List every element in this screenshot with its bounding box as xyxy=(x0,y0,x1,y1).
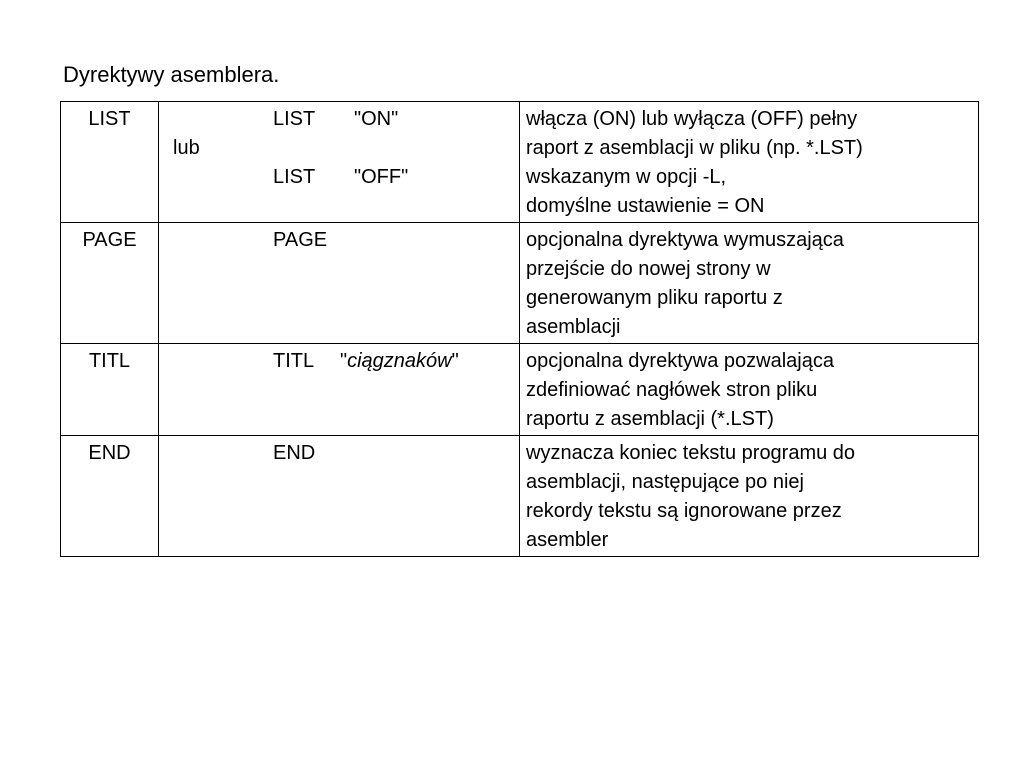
syntax-keyword: LIST xyxy=(273,166,316,188)
directive-description xyxy=(520,102,979,223)
table-row xyxy=(61,436,979,557)
description-line: rekordy tekstu są ignorowane przez xyxy=(526,500,842,522)
description-line: zdefiniować nagłówek stron pliku xyxy=(526,379,818,401)
directive-name: END xyxy=(61,436,159,557)
syntax-argument: "ON" xyxy=(354,108,399,130)
description-line: opcjonalna dyrektywa pozwalająca xyxy=(526,350,834,372)
syntax-keyword: TITL xyxy=(273,350,315,372)
directive-syntax xyxy=(159,344,520,436)
string-placeholder: ciągznaków xyxy=(347,350,452,372)
description-line: raportu z asemblacji (*.LST) xyxy=(526,408,774,430)
directive-description xyxy=(520,223,979,344)
description-line: wyznacza koniec tekstu programu do xyxy=(526,442,856,464)
quote-close: " xyxy=(451,350,459,372)
directive-syntax xyxy=(159,436,520,557)
syntax-keyword: PAGE xyxy=(273,229,328,251)
table-row xyxy=(61,223,979,344)
alternative-label: lub xyxy=(173,137,200,159)
table-row xyxy=(61,102,979,223)
directive-name: TITL xyxy=(61,344,159,436)
directive-name: LIST xyxy=(61,102,159,223)
directives-table xyxy=(60,101,979,557)
description-line: przejście do nowej strony w xyxy=(526,258,771,280)
description-line: asemblacji, następujące po niej xyxy=(526,471,804,493)
description-line: asembler xyxy=(526,529,609,551)
description-line: włącza (ON) lub wyłącza (OFF) pełny xyxy=(526,108,858,130)
page-title: Dyrektywy asemblera. xyxy=(63,62,280,87)
table-row xyxy=(61,344,979,436)
directive-syntax xyxy=(159,102,520,223)
syntax-argument xyxy=(340,347,459,376)
quote-open: " xyxy=(340,350,348,372)
directive-description xyxy=(520,436,979,557)
description-line: domyślne ustawienie = ON xyxy=(526,195,765,217)
directive-name: PAGE xyxy=(61,223,159,344)
description-line: raport z asemblacji w pliku (np. *.LST) xyxy=(526,137,863,159)
syntax-keyword: END xyxy=(273,442,316,464)
description-line: opcjonalna dyrektywa wymuszająca xyxy=(526,229,844,251)
directive-syntax xyxy=(159,223,520,344)
description-line: wskazanym w opcji -L, xyxy=(526,166,727,188)
description-line: asemblacji xyxy=(526,316,621,338)
description-line: generowanym pliku raportu z xyxy=(526,287,783,309)
syntax-keyword: LIST xyxy=(273,108,316,130)
directive-description xyxy=(520,344,979,436)
syntax-argument: "OFF" xyxy=(354,166,409,188)
